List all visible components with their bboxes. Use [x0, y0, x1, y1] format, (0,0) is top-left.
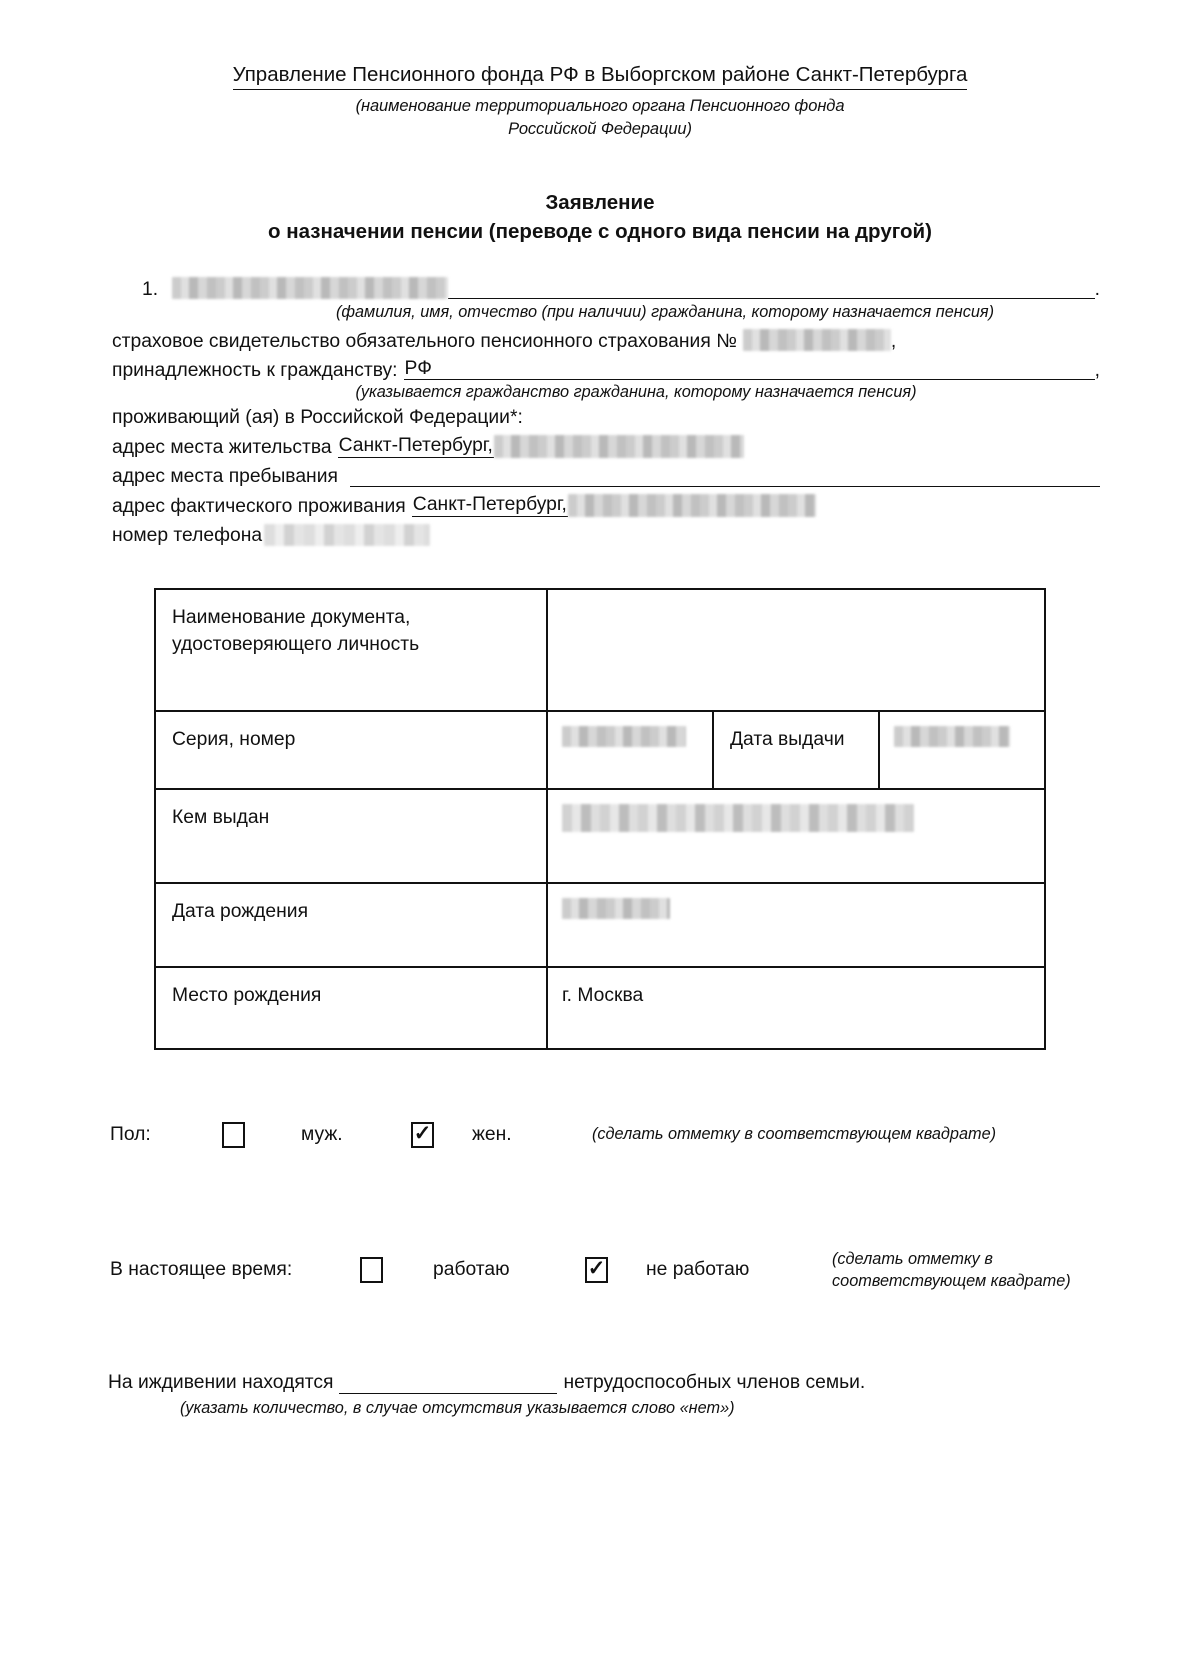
- dependents-text-after: нетрудоспособных членов семьи.: [563, 1372, 866, 1394]
- cell-birthdate-value[interactable]: [547, 883, 1045, 967]
- checkbox-section: [0, 1122, 1200, 1293]
- identity-document-table: [154, 588, 1046, 1050]
- employment-working-checkbox[interactable]: [360, 1257, 383, 1283]
- employment-hint: (сделать отметку в соответствующем квадрате): [832, 1249, 1071, 1290]
- cell-issuer-label: Кем выдан: [155, 789, 547, 883]
- gender-label: Пол:: [110, 1123, 151, 1145]
- snils-trailing: ,: [890, 330, 897, 352]
- fio-row: [112, 277, 1100, 299]
- employment-working-label: работаю: [433, 1258, 510, 1280]
- phone-label: номер телефона: [112, 525, 263, 547]
- cell-issuer-value[interactable]: [547, 789, 1045, 883]
- organization-header: [0, 0, 1200, 141]
- dependents-text-before: На иждивении находятся: [108, 1372, 334, 1394]
- cell-doctype-label: [155, 589, 547, 711]
- organization-caption: [0, 95, 1200, 142]
- gender-male-label: муж.: [301, 1123, 343, 1145]
- address-stay-row: [112, 465, 1100, 487]
- fio-period: .: [1094, 278, 1100, 300]
- phone-redacted-value: [264, 524, 430, 546]
- snils-redacted-value: [743, 329, 891, 351]
- address-residence-value[interactable]: Санкт-Петербург,: [338, 435, 493, 457]
- cell-birthdate-label: Дата рождения: [155, 883, 547, 967]
- document-title-line1: Заявление: [545, 191, 655, 215]
- checkmark-icon: ✓: [587, 1257, 606, 1281]
- address-actual-row: [112, 494, 1100, 517]
- dependents-row: [108, 1372, 1200, 1394]
- citizenship-trailing: ,: [1094, 359, 1100, 381]
- employment-not-working-checkbox[interactable]: [585, 1257, 608, 1283]
- doctype-label-line1: Наименование документа,: [172, 606, 411, 628]
- issue-date-redacted-value: [894, 726, 1010, 747]
- organization-caption-line1: (наименование территориального органа Пенсионного фонда: [355, 96, 845, 115]
- organization-name: Управление Пенсионного фонда РФ в Выборгском районе Санкт-Петербурга: [233, 62, 968, 90]
- series-redacted-value: [562, 726, 686, 747]
- dependents-input[interactable]: [339, 1373, 557, 1394]
- address-stay-label: адрес места пребывания: [112, 466, 338, 488]
- issuer-redacted-value: [562, 804, 914, 832]
- document-title: [0, 189, 1200, 246]
- employment-not-working-label: не работаю: [646, 1258, 750, 1280]
- gender-female-checkbox[interactable]: [411, 1122, 434, 1148]
- fio-redacted-value: [172, 277, 448, 299]
- fio-caption: (фамилия, имя, отчество (при наличии) гражданина, которому назначается пенсия): [335, 302, 995, 321]
- address-residence-redacted-value: [494, 435, 744, 458]
- gender-hint: (сделать отметку в соответствующем квадрате): [592, 1125, 997, 1144]
- table-row: [155, 967, 1045, 1049]
- applicant-block: [0, 277, 1200, 546]
- cell-series-value[interactable]: [547, 711, 713, 789]
- cell-birthplace-value[interactable]: г. Москва: [547, 967, 1045, 1049]
- residing-row: [112, 408, 1100, 427]
- birthdate-redacted-value: [562, 898, 670, 919]
- dependents-section: [0, 1372, 1200, 1418]
- snils-label: страховое свидетельство обязательного пенсионного страхования №: [112, 330, 737, 352]
- item-number: 1.: [142, 278, 159, 300]
- cell-birthplace-label: Место рождения: [155, 967, 547, 1049]
- checkmark-icon: ✓: [413, 1122, 432, 1145]
- snils-row: [112, 329, 1100, 351]
- table-row: [155, 711, 1045, 789]
- table-row: [155, 789, 1045, 883]
- address-stay-fill-line[interactable]: [350, 465, 1100, 487]
- cell-doctype-value[interactable]: [547, 589, 1045, 711]
- address-residence-label: адрес места жительства: [112, 437, 332, 459]
- address-actual-redacted-value: [568, 494, 816, 517]
- cell-issue-date-value[interactable]: [879, 711, 1045, 789]
- phone-row: [112, 524, 1100, 546]
- gender-female-label: жен.: [472, 1123, 512, 1145]
- citizenship-row: [112, 358, 1100, 380]
- fio-fill-line[interactable]: [448, 277, 1095, 299]
- doctype-label-line2: удостоверяющего личность: [172, 633, 420, 655]
- address-actual-value[interactable]: Санкт-Петербург,: [412, 494, 567, 516]
- citizenship-caption: (указывается гражданство гражданина, которому назначается пенсия): [355, 383, 917, 402]
- gender-male-checkbox[interactable]: [222, 1122, 245, 1148]
- citizenship-fill-line[interactable]: [433, 358, 1095, 380]
- citizenship-label: принадлежность к гражданству:: [112, 359, 398, 381]
- employment-row: [110, 1248, 1160, 1293]
- address-actual-label: адрес фактического проживания: [112, 496, 406, 518]
- cell-issue-date-label: Дата выдачи: [713, 711, 879, 789]
- citizenship-value[interactable]: РФ: [404, 357, 432, 379]
- employment-label: В настоящее время:: [110, 1258, 293, 1280]
- cell-series-label: Серия, номер: [155, 711, 547, 789]
- organization-caption-line2: Российской Федерации): [508, 120, 692, 139]
- document-title-line2: о назначении пенсии (переводе с одного вида пенсии на другой): [268, 220, 932, 244]
- gender-row: [110, 1122, 1160, 1148]
- table-row: [155, 883, 1045, 967]
- table-row: [155, 589, 1045, 711]
- residing-label: проживающий (ая) в Российской Федерации*:: [112, 407, 523, 429]
- dependents-caption: (указать количество, в случае отсутствия указывается слово «нет»): [180, 1399, 735, 1418]
- address-residence-row: [112, 435, 1100, 458]
